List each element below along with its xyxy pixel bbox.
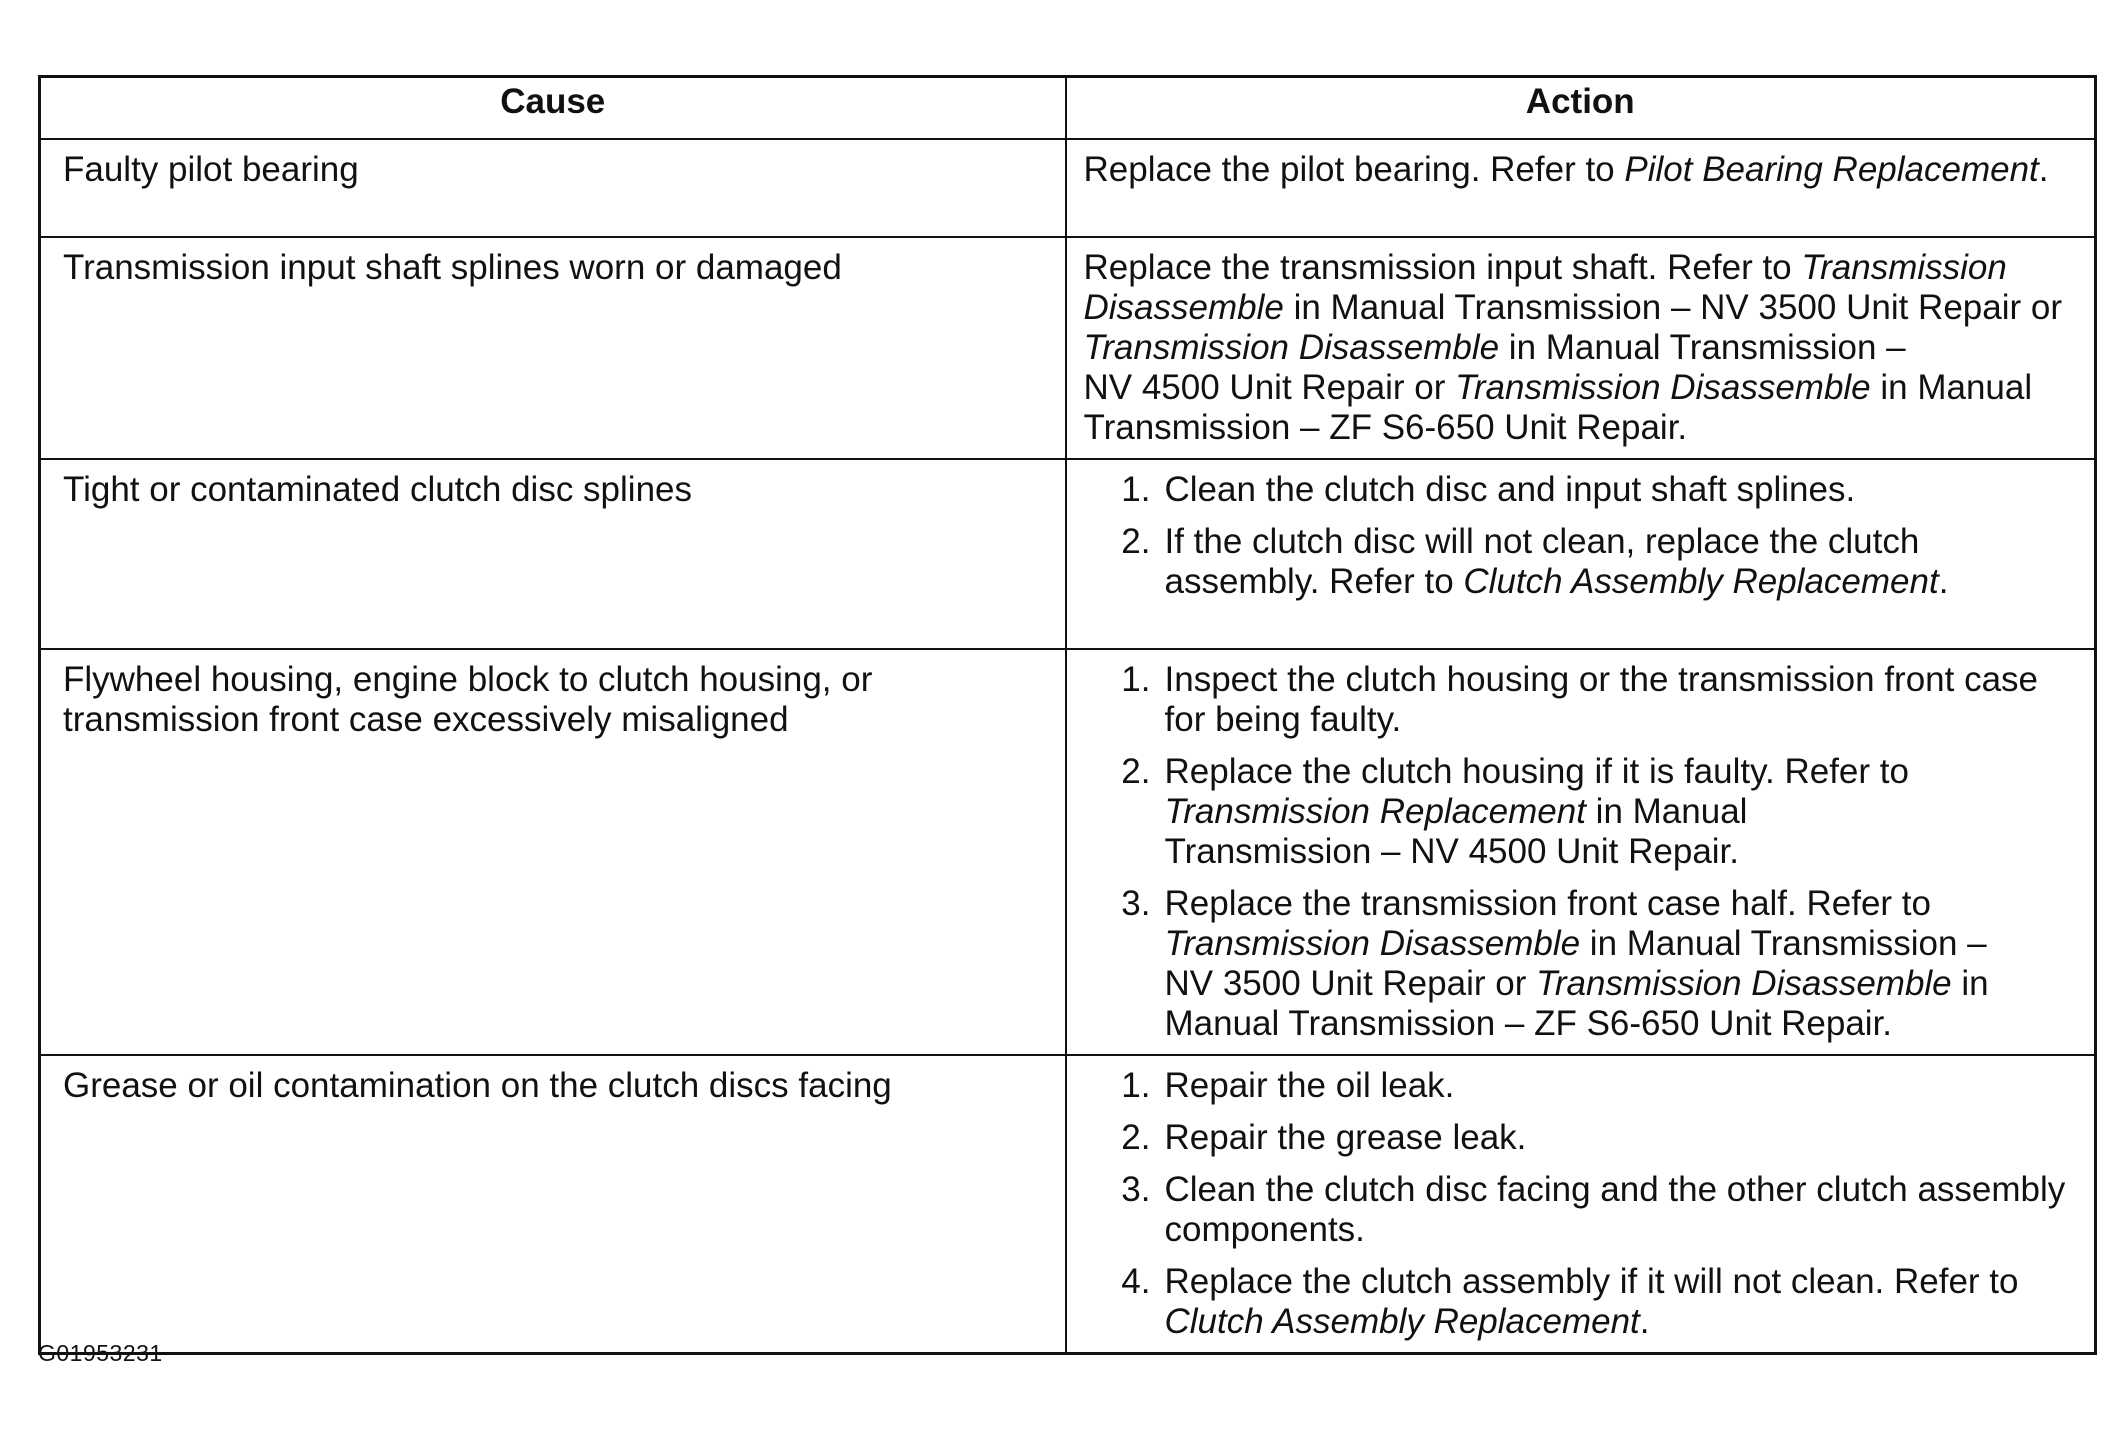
step-number: 3. [1121,884,1151,923]
text-run: in Manual Transmission – NV 3500 Unit Repair or [1283,288,2062,327]
table-row [40,139,2096,237]
action-steps [1084,1066,2083,1342]
reference-title: Clutch Assembly Replacement [1164,1302,1640,1341]
step-number: 1. [1121,660,1151,699]
header-action: Action [1066,77,2096,140]
text-run: . [1938,562,1949,601]
action-step [1084,1118,2083,1158]
step-text [1165,470,2083,510]
text-run: in Manual Transmission – [1580,924,1987,963]
action-step [1084,1170,2083,1250]
action-cell [1066,139,2096,237]
figure-id: G01953231 [38,1340,163,1366]
text-run: . [1639,1302,1650,1341]
cause-cell: Flywheel housing, engine block to clutch housing, or transmission front case excessively misaligned [40,649,1066,1055]
table-row [40,1055,2096,1354]
reference-title: Pilot Bearing Replacement [1624,150,2039,189]
step-number: 1. [1121,470,1151,509]
step-text [1165,1066,2083,1106]
action-cell [1066,649,2096,1055]
step-text [1165,884,2083,1044]
action-step [1084,884,2083,1044]
action-step [1084,522,2083,602]
reference-title: Clutch Assembly Replacement [1463,562,1939,601]
text-run: Replace the pilot bearing. Refer to [1083,150,1625,189]
text-run: Inspect the clutch housing or the transmission front case for being faulty. [1164,660,2039,739]
text-run: Replace the clutch assembly if it will not clean. Refer to [1164,1262,2019,1301]
text-run: Replace the transmission front case half. Refer to [1164,884,1931,923]
action-step [1084,1066,2083,1106]
action-steps [1084,660,2083,1044]
text-run: in Manual Transmission – ZF S6-650 Unit Repair. [1164,964,1989,1043]
reference-title: Transmission Disassemble [1083,328,1500,367]
text-run: Repair the oil leak. [1164,1066,1455,1105]
step-number: 2. [1121,522,1151,561]
header-cause: Cause [40,77,1066,140]
step-text [1165,1262,2083,1342]
text-run: NV 3500 Unit Repair or [1164,964,1537,1003]
text-run: Repair the grease leak. [1164,1118,1527,1157]
step-text [1165,752,2083,872]
table-row [40,459,2096,649]
text-run: Replace the transmission input shaft. Refer to [1083,248,1802,287]
reference-title: Transmission Disassemble [1536,964,1952,1003]
table-row [40,649,2096,1055]
step-number: 4. [1121,1262,1151,1301]
step-text [1165,1118,2083,1158]
text-run: . [2038,150,2049,189]
step-number: 3. [1121,1170,1151,1209]
cause-cell: Tight or contaminated clutch disc splines [40,459,1066,649]
step-text [1165,1170,2083,1250]
text-run: Transmission – NV 4500 Unit Repair. [1164,832,1740,871]
text-run: NV 4500 Unit Repair or [1083,368,1456,407]
action-cell [1066,1055,2096,1354]
text-run: Clean the clutch disc facing and the other clutch assembly components. [1164,1170,2066,1249]
action-steps [1084,470,2083,602]
text-run: Replace the clutch housing if it is faulty. Refer to [1164,752,1909,791]
reference-title: Transmission Disassemble [1083,248,2007,327]
reference-title: Transmission Disassemble [1164,924,1581,963]
text-run: If the clutch disc will not clean, replace the clutch assembly. Refer to [1164,522,1920,601]
text-run: in Manual Transmission – [1499,328,1906,367]
step-number: 1. [1121,1066,1151,1105]
cause-cell: Grease or oil contamination on the clutch discs facing [40,1055,1066,1354]
cause-action-table [38,75,2097,1355]
step-number: 2. [1121,1118,1151,1157]
text-run: in Manual Transmission – ZF S6-650 Unit Repair. [1083,368,2033,447]
reference-title: Transmission Replacement [1164,792,1586,831]
text-run: Clean the clutch disc and input shaft splines. [1164,470,1856,509]
action-step [1084,660,2083,740]
action-step [1084,470,2083,510]
step-text [1165,522,2083,602]
step-number: 2. [1121,752,1151,791]
action-cell [1066,237,2096,459]
reference-title: Transmission Disassemble [1455,368,1871,407]
action-step [1084,1262,2083,1342]
cause-cell: Faulty pilot bearing [40,139,1066,237]
header-row [40,77,2096,140]
action-cell [1066,459,2096,649]
table-row [40,237,2096,459]
step-text [1165,660,2083,740]
text-run: in Manual [1585,792,1748,831]
action-step [1084,752,2083,872]
cause-cell: Transmission input shaft splines worn or damaged [40,237,1066,459]
